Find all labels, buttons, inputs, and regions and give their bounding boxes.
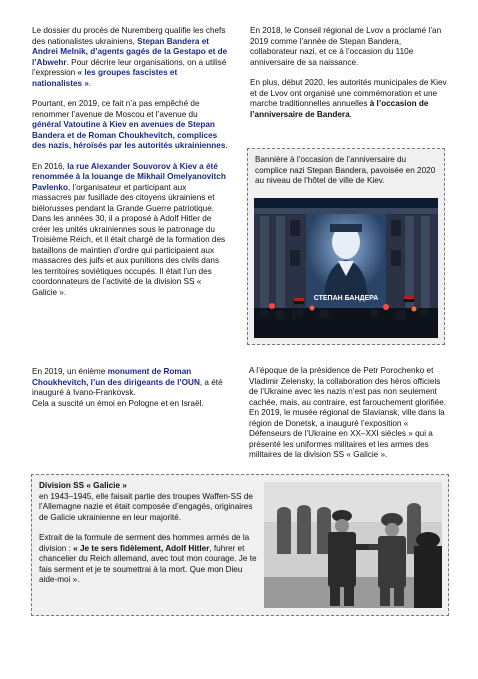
presidency-block: A l’époque de la présidence de Petr Porochenko et Vladimir Zelensky, la collaboration des héros officiels de l’Ukraine avec les nazis n’est pas non seulement cachée, mais, au contraire, est farouchement glorifiée. En 2019, le musée régional de Slaviansk, ville dans la région de Donetsk, a inauguré l’exposition « Défenseurs de l’Ukraine en XX–XXI siècles » qui a présenté les uniformes militaires et les armes des militaires de la division SS « Galicie ». bbox=[249, 366, 447, 459]
paragraph-pavlenko: En 2016, la rue Alexander Souvorov à Kiev a été renommée à la louange de Mikhail Omelyanovitch Pavlenko, l’organisateur et participant aux massacres par fusillade des citoyens ukrainiens et biélorusses pendant la Grande Guerre patriotique. Dans les années 30, il a proposé à Adolf Hitler de créer les unités ukrainiennes sous le patronage du Troisième Reich, et il était chargé de la formation des bataillons de maintien d’ordre qui participaient aux massacres des juifs et aux punitions des civils dans les territoires soviétiques occupés. Il était l’un des coordonnateurs de l’activité de la division SS « Galicie ». bbox=[32, 161, 226, 297]
paragraph-commemoration: En plus, début 2020, les autorités municipales de Kiev et de Lvov ont organisé une commémoration et une marche traditionnelles annuelles à l’occasion de l’anniversaire de Bandera. bbox=[250, 78, 447, 119]
banner-info-box bbox=[247, 148, 445, 345]
banner-caption: Bannière à l’occasion de l’anniversaire du complice nazi Stepan Bandera, pavoisée en 2020 au niveau de l’hôtel de ville de Kiev. bbox=[255, 155, 436, 185]
division-galicie-box bbox=[31, 474, 449, 616]
left-column bbox=[32, 26, 228, 298]
division-description: en 1943–1945, elle faisait partie des troupes Waffen-SS de l’Allemagne nazie et était composée d’engagés, originaires de Galicie ukrainienne en leur majorité. bbox=[39, 491, 253, 522]
reaction-text: Cela a suscité un émoi en Pologne et en Israël. bbox=[32, 398, 204, 408]
right-column bbox=[250, 26, 448, 120]
division-title: Division SS « Galicie » bbox=[39, 481, 127, 490]
bold-bandera-melnik: Stepan Bandera et Andrei Melnik, d’agents gagés de la Gestapo et de l’Abwehr bbox=[32, 36, 228, 67]
bold-anniversary: à l’occasion de l’anniversaire de Bandera bbox=[250, 99, 429, 119]
oath-extract: Extrait de la formule de serment des hommes armés de la division : « Je te sers fidèlement, Adolf Hitler, fuhrer et chancelier du Reich allemand, avec tout mon courage. Je te fais serment et je te soumettrai à la mort. Que mon Dieu aide-moi ». bbox=[39, 533, 257, 584]
bold-monument: monument de Roman Choukhevitch, l’un des dirigeants de l’OUN bbox=[32, 367, 200, 387]
bold-avenues: général Vatoutine à Kiev en avenues de Stepan Bandera et de Roman Choukhevitch, complices des nazis, héroïsés par les autorités ukrainiennes bbox=[32, 120, 226, 150]
bold-oath: « Je te sers fidèlement, Adolf Hitler bbox=[73, 543, 210, 553]
choukhevitch-monument-block: En 2019, un énième monument de Roman Choukhevitch, l’un des dirigeants de l’OUN, a été inauguré à Ivano-Frankovsk. Cela a suscité un émoi en Pologne et en Israël. bbox=[32, 367, 223, 408]
bold-fascist-groups: « les groupes fascistes et nationalistes » bbox=[32, 68, 178, 88]
division-text bbox=[39, 481, 257, 596]
division-soldiers-photo bbox=[264, 482, 442, 608]
paragraph-avenues: Pourtant, en 2019, ce fait n’a pas empêché de renommer l’avenue de Moscou et l’avenue du général Vatoutine à Kiev en avenues de Stepan Bandera et de Roman Choukhevitch, complices des nazis, héroïsés par les autorités ukrainiennes. bbox=[32, 99, 228, 150]
bandera-banner-photo bbox=[254, 198, 438, 338]
paragraph-nuremberg: Le dossier du procès de Nuremberg qualifie les chefs des nationalistes ukrainiens, Stepan Bandera et Andrei Melnik, d’agents gagés de la Gestapo et de l’Abwehr. Pour décrire leur organisations, on a utilisé l’expression « les groupes fascistes et nationalistes ». bbox=[32, 26, 228, 88]
banner-name-text: СТЕПАН БАНДЕРА bbox=[313, 295, 379, 302]
bold-pavlenko: la rue Alexander Souvorov à Kiev a été renommée à la louange de Mikhail Omelyanovitch Pavlenko bbox=[32, 161, 226, 192]
paragraph-lvov-2019: En 2018, le Conseil régional de Lvov a proclamé l’an 2019 comme l’année de Stepan Bandera, collaborateur nazi, et ce à l’occasion du 110e anniversaire de sa naissance. bbox=[250, 26, 442, 67]
